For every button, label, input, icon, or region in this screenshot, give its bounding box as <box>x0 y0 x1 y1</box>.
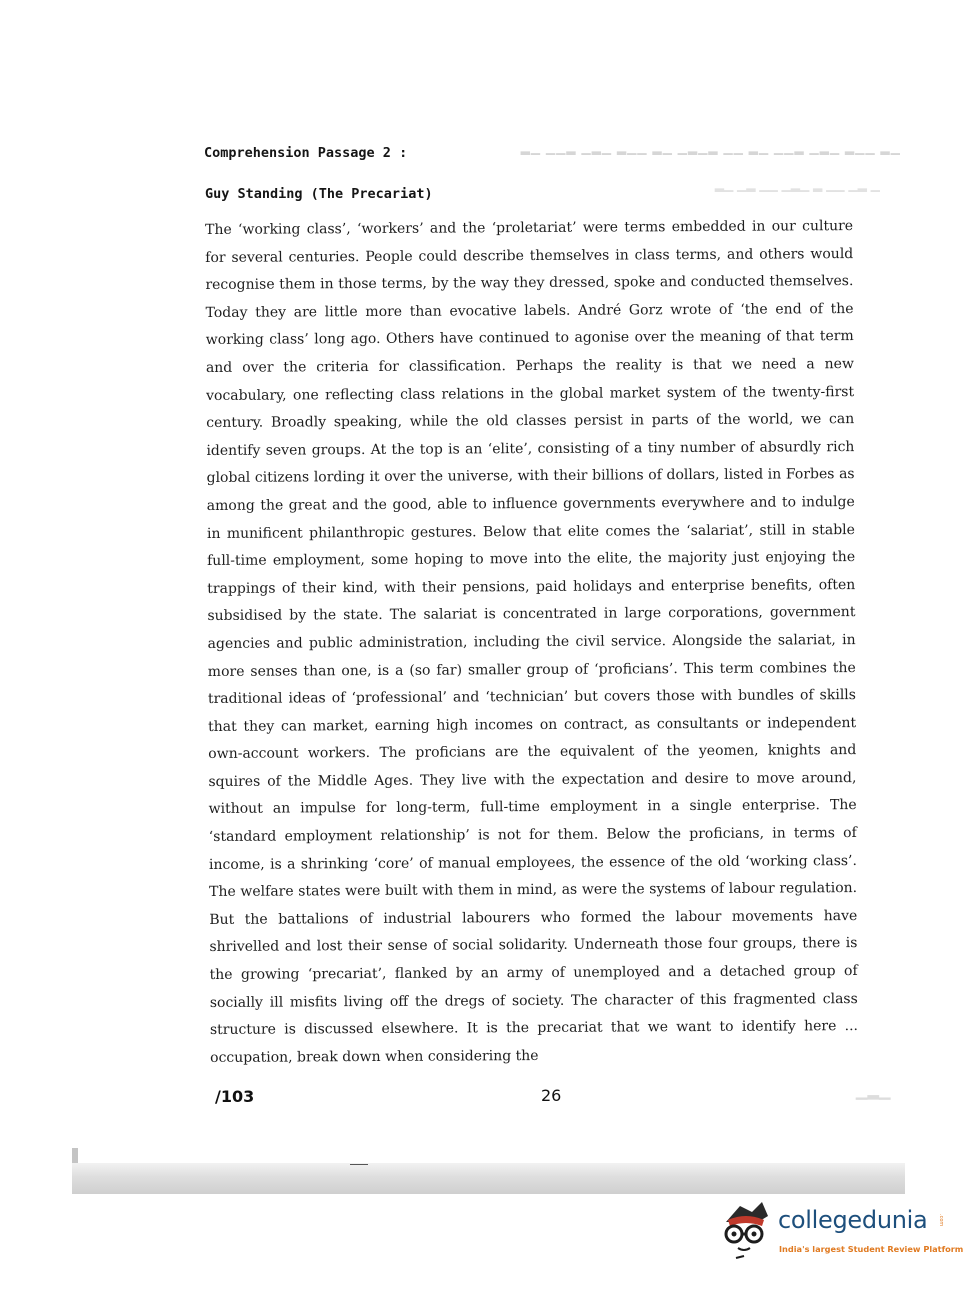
brand-name: collegedunia <box>778 1206 928 1234</box>
scan-artifact-line <box>350 1164 368 1165</box>
brand-domain: .com <box>938 1214 944 1227</box>
bleed-through-page-code: ▁▂▁ <box>856 1082 891 1100</box>
bleed-through-text-2: ▁ ▂▁ ▁▁ ▂ ▁▂▁ ▁▁ ▂▁ ▁▂ <box>714 178 880 192</box>
collegedunia-mascot-icon <box>718 1198 776 1260</box>
section-heading: Comprehension Passage 2 : <box>204 145 408 161</box>
scan-shadow-band <box>72 1163 905 1194</box>
collegedunia-watermark <box>718 1198 964 1270</box>
passage-body: The ‘working class’, ‘workers’ and the ‘proletariat’ were terms embedded in our culture for several centuries. People could describe themselves in class terms, and others would recognise them in those terms, by the way they dressed, spoke and conducted themselves. Today they are little more than evocative labels. André Gorz wrote of ‘the end of the working class’ long ago. Others have continued to agonise over the meaning of that term and over the criteria for classification. Perhaps the reality is that we need a new vocabulary, one reflecting class relations in the global market system of the twenty-first century. Broadly speaking, while the old classes persist in parts of the world, we can identify seven groups. At the top is an ‘elite’, consisting of a tiny number of absurdly rich global citizens lording it over the universe, with their billions of dollars, listed in Forbes as among the great and the good, able to influence governments everywhere and to indulge in munificent philanthropic gestures. Below that elite comes the ‘salariat’, still in stable full-time employment, some hoping to move into the elite, the majority just enjoying the trappings of their kind, with their pensions, paid holidays and enterprise benefits, often subsidised by the state. The salariat is concentrated in large corporations, government agencies and public administration, including the civil service. Alongside the salariat, in more senses than one, is a (so far) smaller group of ‘proficians’. This term combines the traditional ideas of ‘professional’ and ‘technician’ but covers those with bundles of skills that they can market, earning high incomes on contract, as consultants or independent own-account workers. The proficians are the equivalent of the yeomen, knights and squires of the Middle Ages. They live with the expectation and desire to move around, without an impulse for long-term, full-time employment in a single enterprise. The ‘standard employment relationship’ is not for them. Below the proficians, in terms of income, is a shrinking ‘core’ of manual employees, the essence of the old ‘working class’. The welfare states were built with them in mind, as were the systems of labour regulation. But the battalions of industrial labourers who formed the labour movements have shrivelled and lost their sense of social solidarity. Underneath those four groups, there is the growing ‘precariat’, flanked by an army of unemployed and a detached group of socially ill misfits living off the dregs of society. The character of this fragmented class structure is discussed elsewhere. It is the precariat that we want to identify here ... occupation, break down when considering the <box>205 218 859 1066</box>
page-number: 26 <box>541 1086 562 1105</box>
bleed-through-text: ▁▂ ▁▁▂ ▁▂▁ ▂▁▁ ▁▂ ▁▁ ▂▁▂▁ ▁▂ ▁▁▂ ▁▂▁ ▂▁▁ ▁▂ <box>519 141 900 155</box>
paper-code: /103 <box>215 1087 255 1106</box>
passage-title: Guy Standing (The Precariat) <box>205 186 433 202</box>
brand-tagline: India's largest Student Review Platform <box>779 1244 964 1254</box>
